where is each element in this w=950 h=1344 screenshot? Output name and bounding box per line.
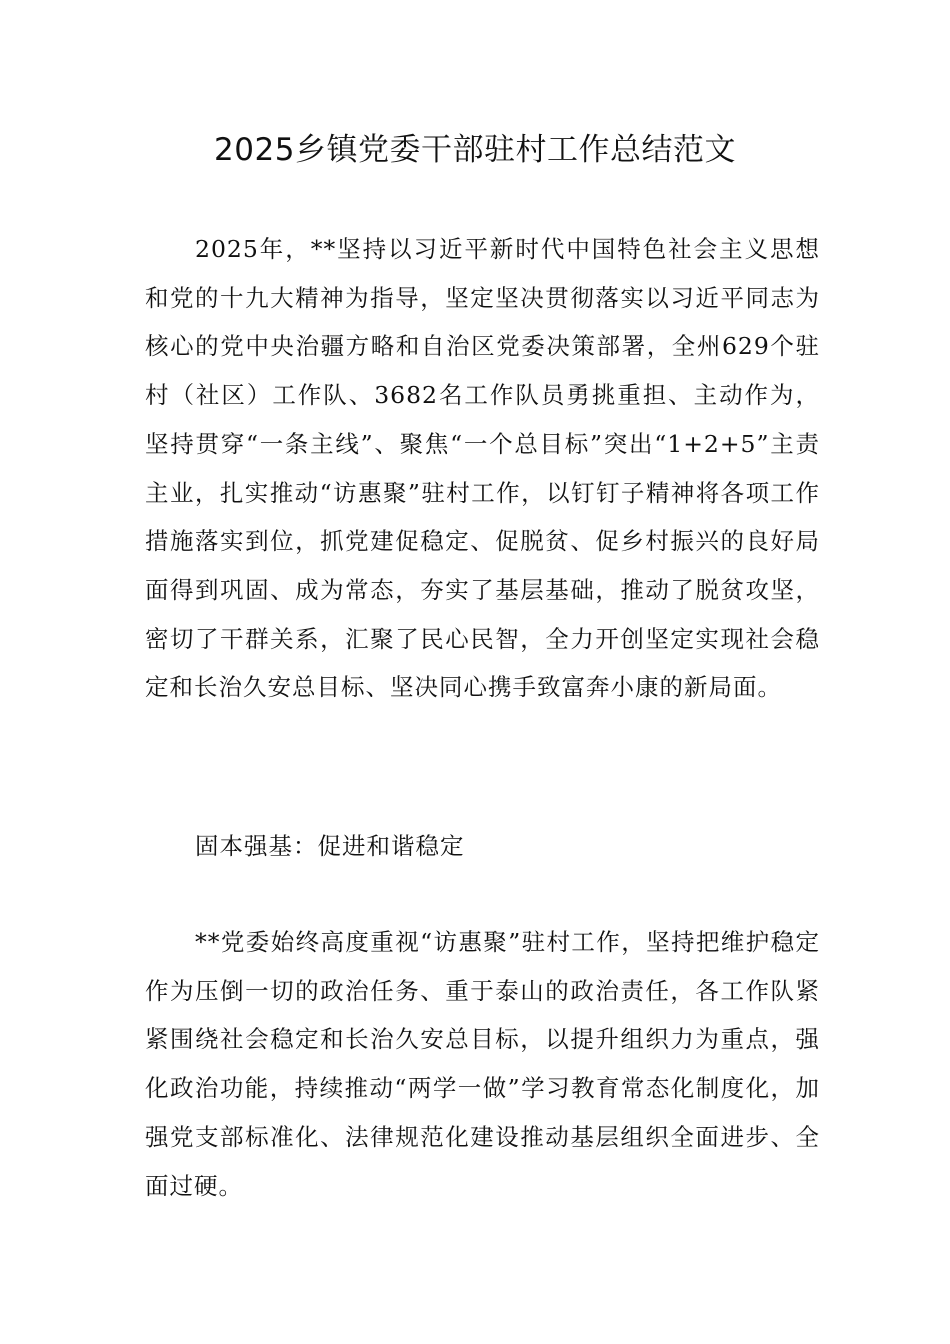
section-heading: 固本强基：促进和谐稳定 [195,832,465,860]
intro-paragraph: 2025年，**坚持以习近平新时代中国特色社会主义思想和党的十九大精神为指导，坚定坚决贯彻落实以习近平同志为核心的党中央治疆方略和自治区党委决策部署，全州629个驻村（社区）工作队、3682名工作队员勇挑重担、主动作为，坚持贯穿“一条主线”、聚焦“一个总目标”突出“1+2+5”主责主业，扎实推动“访惠聚”驻村工作，以钉钉子精神将各项工作措施落实到位，抓党建促稳定、促脱贫、促乡村振兴的良好局面得到巩固、成为常态，夯实了基层基础，推动了脱贫攻坚，密切了干群关系，汇聚了民心民智，全力开创坚定实现社会稳定和长治久安总目标、坚决同心携手致富奔小康的新局面。 [145,235,820,702]
section-paragraph: **党委始终高度重视“访惠聚”驻村工作，坚持把维护稳定作为压倒一切的政治任务、重于泰山的政治责任，各工作队紧紧围绕社会稳定和长治久安总目标，以提升组织力为重点，强化政治功能，持续推动“两学一做”学习教育常态化制度化，加强党支部标准化、法律规范化建设推动基层组织全面进步、全面过硬。 [145,928,820,1200]
document-title: 2025乡镇党委干部驻村工作总结范文 [214,132,736,168]
